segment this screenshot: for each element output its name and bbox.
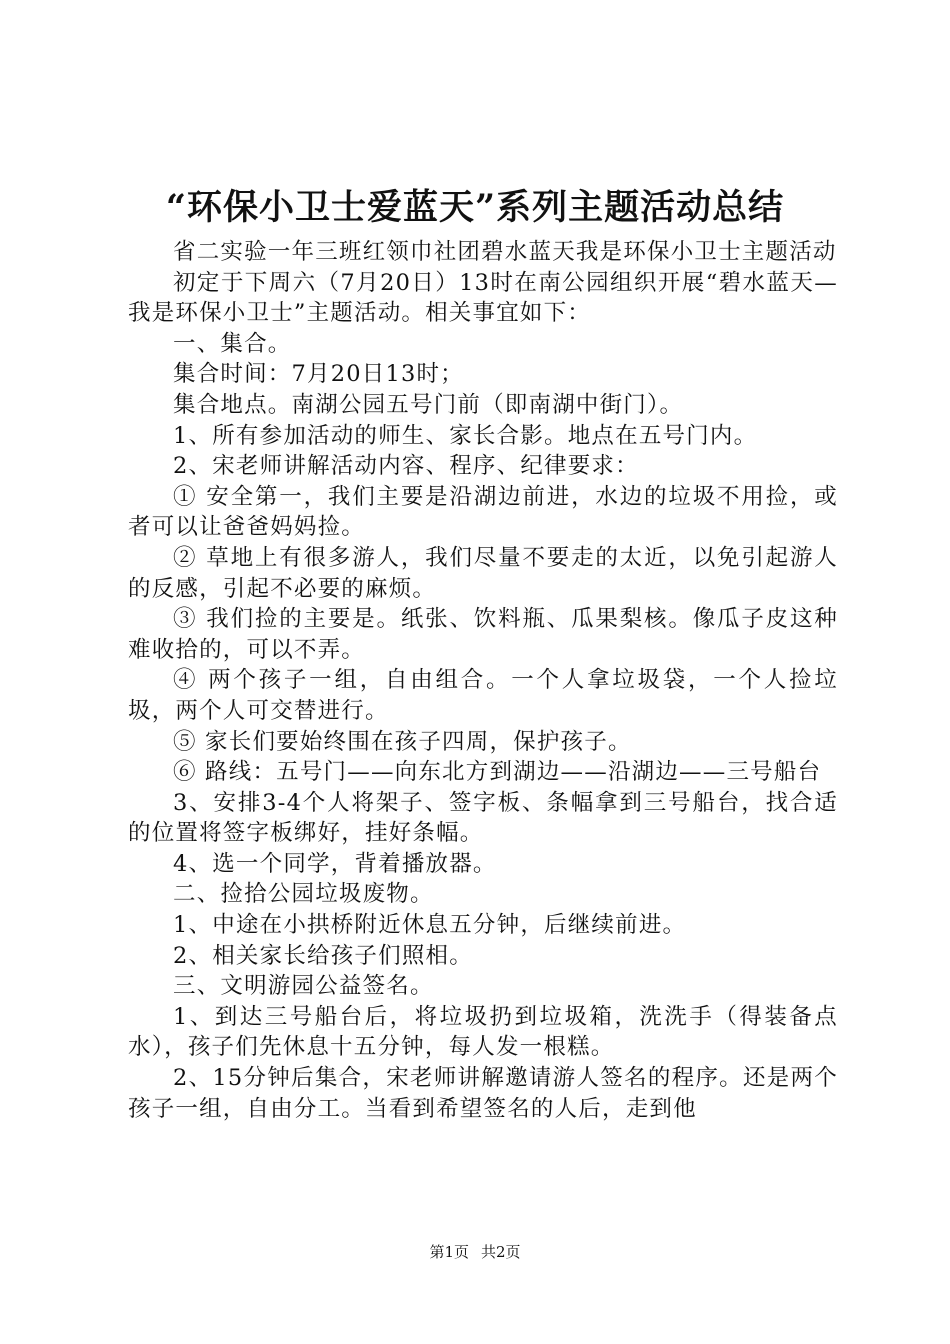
paragraph: ② 草地上有很多游人，我们尽量不要走的太近，以免引起游人的反感，引起不必要的麻烦。 (128, 544, 838, 602)
paragraph: 4、选一个同学，背着播放器。 (173, 850, 497, 877)
page-number-current: 第1页 (429, 1243, 469, 1261)
document-body (128, 237, 838, 1124)
paragraph: ⑥ 路线：五号门——向东北方到湖边——沿湖边——三号船台 (173, 759, 822, 786)
paragraph: 1、所有参加活动的师生、家长合影。地点在五号门内。 (173, 422, 758, 449)
page-footer (0, 1240, 950, 1264)
paragraph: 3、安排3-4个人将架子、签字板、条幅拿到三号船台，找合适的位置将签字板绑好，挂好条幅。 (128, 789, 838, 847)
paragraph: 三、文明游园公益签名。 (173, 973, 434, 1000)
paragraph: 2、相关家长给孩子们照相。 (173, 942, 473, 969)
paragraph: 集合时间：7月20日13时； (173, 361, 464, 388)
page-number-total: 共2页 (481, 1243, 521, 1261)
paragraph: ⑤ 家长们要始终围在孩子四周，保护孩子。 (173, 728, 632, 755)
paragraph: 二、捡拾公园垃圾废物。 (173, 881, 434, 908)
paragraph: ③ 我们捡的主要是。纸张、饮料瓶、瓜果梨核。像瓜子皮这种难收拾的，可以不弄。 (128, 606, 838, 663)
paragraph: 2、15分钟后集合，宋老师讲解邀请游人签名的程序。还是两个孩子一组，自由分工。当看到希望签名的人后，走到他 (128, 1065, 838, 1122)
paragraph: ① 安全第一，我们主要是沿湖边前进，水边的垃圾不用捡，或者可以让爸爸妈妈捡。 (128, 483, 838, 541)
document-title: “环保小卫士爱蓝天”系列主题活动总结 (165, 187, 785, 228)
paragraph: 一、集合。 (173, 330, 292, 357)
paragraph: 初定于下周六（7月20日）13时在南公园组织开展“碧水蓝天—我是环保小卫士”主题活动。相关事宜如下： (128, 269, 838, 327)
paragraph: 集合地点。南湖公园五号门前（即南湖中街门）。 (173, 391, 684, 418)
paragraph: 省二实验一年三班红领巾社团碧水蓝天我是环保小卫士主题活动 (173, 239, 837, 265)
paragraph: 2、宋老师讲解活动内容、程序、纪律要求： (173, 453, 639, 480)
paragraph: 1、到达三号船台后，将垃圾扔到垃圾箱，洗洗手（得装备点水），孩子们先休息十五分钟，每人发一根糕。 (128, 1003, 838, 1061)
paragraph: 1、中途在小拱桥附近休息五分钟，后继续前进。 (173, 912, 687, 939)
paragraph: ④ 两个孩子一组，自由组合。一个人拿垃圾袋，一个人捡垃圾，两个人可交替进行。 (128, 667, 838, 724)
